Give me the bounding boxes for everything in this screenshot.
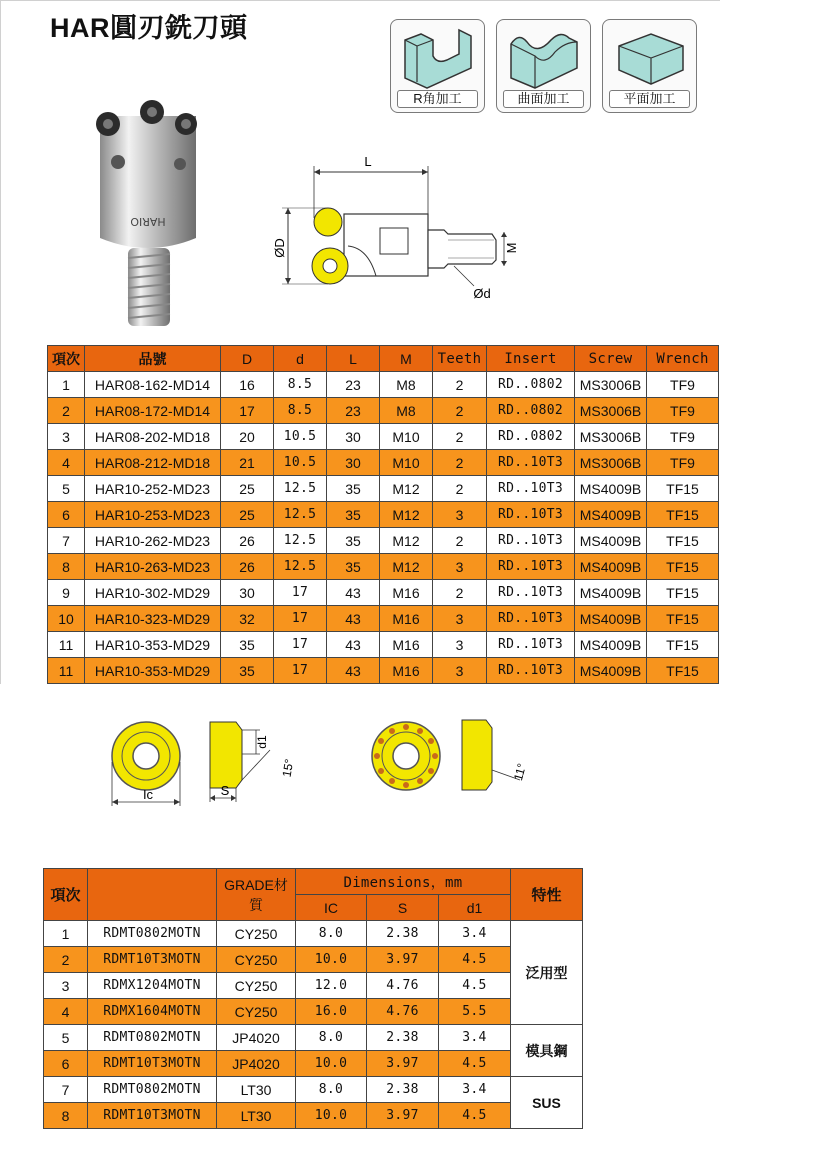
table-cell: 10.0 [296,947,367,973]
table-cell: 4 [44,999,88,1025]
table-cell: M12 [380,476,433,502]
table-cell: 2.38 [367,1077,439,1103]
angle-15-label: 15° [279,757,297,779]
table-cell: 23 [327,398,380,424]
property-cell: SUS [511,1077,583,1129]
table-cell: 30 [221,580,274,606]
column-header-item: 項次 [44,869,88,921]
table-cell: 25 [221,476,274,502]
table-cell: RDMT0802MOTN [88,1077,217,1103]
table-row [48,606,719,632]
column-header-grade: GRADE材質 [217,869,296,921]
column-header-wrench: Wrench [647,346,719,372]
table-cell: 12.0 [296,973,367,999]
table-row [48,632,719,658]
table-cell: TF15 [647,658,719,684]
table-cell: RD..10T3 [487,476,575,502]
table-cell: 21 [221,450,274,476]
curved-surface-icon [505,26,583,92]
table-cell: TF15 [647,476,719,502]
table-cell: 17 [274,580,327,606]
table-cell: 8.5 [274,398,327,424]
table-cell: 25 [221,502,274,528]
table-cell: 30 [327,424,380,450]
table-cell: 17 [274,606,327,632]
table-cell: 3.4 [439,1025,511,1051]
svg-text:HARIO: HARIO [130,215,166,228]
table-cell: RD..10T3 [487,554,575,580]
table-cell: 3 [48,424,85,450]
table-cell: HAR10-353-MD29 [85,632,221,658]
table-cell: 2 [433,372,487,398]
table-row [48,528,719,554]
table-row [44,947,583,973]
table-cell: 43 [327,632,380,658]
table-cell: 7 [48,528,85,554]
table-cell: M16 [380,580,433,606]
table-cell: HAR10-323-MD29 [85,606,221,632]
table-cell: 35 [327,476,380,502]
table-cell: 6 [48,502,85,528]
table-row [44,921,583,947]
table-cell: RDMT0802MOTN [88,1025,217,1051]
product-spec-table [47,345,719,684]
table-cell: 5.5 [439,999,511,1025]
table-cell: 43 [327,606,380,632]
table-cell: M8 [380,372,433,398]
table-row [48,554,719,580]
page-title: HAR圓刃銑刀頭 [50,13,248,43]
table-cell: 26 [221,528,274,554]
table-cell: 26 [221,554,274,580]
table-cell: MS3006B [575,424,647,450]
table-cell: 17 [221,398,274,424]
table-row [44,1025,583,1051]
table-cell: 2 [44,947,88,973]
table-cell: HAR10-302-MD29 [85,580,221,606]
left-divider [0,0,1,684]
table-cell: 10.0 [296,1103,367,1129]
table-cell: 43 [327,580,380,606]
table-cell: HAR08-162-MD14 [85,372,221,398]
table-cell: 4 [48,450,85,476]
table-cell: RDMT10T3MOTN [88,1051,217,1077]
column-header-D: D [221,346,274,372]
table-cell: 3 [433,502,487,528]
table-cell: HAR10-353-MD29 [85,658,221,684]
column-header-property: 特性 [511,869,583,921]
process-curved-surface [496,19,591,113]
table-row [48,450,719,476]
table-cell: 8.0 [296,921,367,947]
table-cell: 17 [274,632,327,658]
column-header-insert: Insert [487,346,575,372]
table-cell: RD..10T3 [487,450,575,476]
process-r-corner [390,19,485,113]
table-cell: MS4009B [575,632,647,658]
table-cell: 23 [327,372,380,398]
table-row [44,1103,583,1129]
column-header-L: L [327,346,380,372]
table-cell: M12 [380,502,433,528]
table-cell: 5 [48,476,85,502]
table-cell: TF9 [647,450,719,476]
table-cell: 3.97 [367,1103,439,1129]
table-cell: TF15 [647,502,719,528]
dim-d1-label: d1 [255,735,269,749]
column-header-model [88,869,217,921]
angle-11-label: 11° [511,761,529,783]
table-row [48,502,719,528]
table-cell: 35 [327,528,380,554]
table-cell: 2 [433,528,487,554]
column-header-screw: Screw [575,346,647,372]
column-header-d1: d1 [439,895,511,921]
table-row [44,973,583,999]
table-cell: HAR10-263-MD23 [85,554,221,580]
table-cell: MS4009B [575,606,647,632]
table-cell: 2 [433,424,487,450]
table-cell: 3.4 [439,1077,511,1103]
table-cell: M10 [380,424,433,450]
table-cell: 4.5 [439,973,511,999]
table-cell: 11 [48,658,85,684]
table-cell: TF15 [647,528,719,554]
milling-head-photo [88,98,208,330]
table-cell: M16 [380,632,433,658]
table-cell: 2 [433,580,487,606]
table-cell: 3.97 [367,947,439,973]
table-cell: 4.5 [439,1103,511,1129]
table-cell: RD..0802 [487,372,575,398]
property-cell: 泛用型 [511,921,583,1025]
table-cell: 3 [44,973,88,999]
table-cell: HAR08-202-MD18 [85,424,221,450]
table-cell: 4.76 [367,999,439,1025]
table-cell: RD..10T3 [487,658,575,684]
table-cell: RD..10T3 [487,528,575,554]
property-cell: 模具鋼 [511,1025,583,1077]
side-view-drawing [268,148,528,308]
table-cell: 12.5 [274,554,327,580]
table-cell: 35 [221,658,274,684]
column-header-part-no: 品號 [85,346,221,372]
process-label: R角加工 [397,90,478,108]
table-cell: MS4009B [575,580,647,606]
table-header-row [44,869,583,895]
dim-S-label: S [220,783,230,798]
table-cell: JP4020 [217,1051,296,1077]
table-cell: 1 [44,921,88,947]
table-cell: 4.5 [439,1051,511,1077]
table-cell: MS4009B [575,476,647,502]
table-cell: M16 [380,606,433,632]
insert-drawing-chipbreaker [360,710,540,810]
table-cell: 4.5 [439,947,511,973]
table-row [44,1051,583,1077]
table-cell: 2 [433,476,487,502]
table-cell: CY250 [217,947,296,973]
table-cell: 2.38 [367,921,439,947]
table-cell: 12.5 [274,528,327,554]
table-cell: 2.38 [367,1025,439,1051]
table-cell: 3 [433,606,487,632]
table-cell: RD..10T3 [487,632,575,658]
table-cell: RD..0802 [487,424,575,450]
dim-L-label: L [364,154,372,169]
table-cell: 3 [433,632,487,658]
table-cell: TF9 [647,424,719,450]
table-cell: MS4009B [575,658,647,684]
column-header-M: M [380,346,433,372]
table-cell: RDMX1204MOTN [88,973,217,999]
column-header-d: d [274,346,327,372]
table-cell: 17 [274,658,327,684]
table-cell: HAR10-262-MD23 [85,528,221,554]
table-cell: TF9 [647,372,719,398]
table-row [48,476,719,502]
table-cell: HAR08-212-MD18 [85,450,221,476]
table-cell: 1 [48,372,85,398]
table-cell: LT30 [217,1103,296,1129]
table-cell: 8.0 [296,1025,367,1051]
table-cell: 2 [433,450,487,476]
table-cell: M10 [380,450,433,476]
table-cell: TF15 [647,554,719,580]
table-cell: 3 [433,554,487,580]
table-row [44,1077,583,1103]
column-header-item: 項次 [48,346,85,372]
table-cell: 35 [221,632,274,658]
table-cell: 11 [48,632,85,658]
table-cell: 5 [44,1025,88,1051]
table-cell: 35 [327,554,380,580]
table-cell: 8.0 [296,1077,367,1103]
table-cell: RD..10T3 [487,502,575,528]
table-cell: 32 [221,606,274,632]
dim-d-label: Ød [473,286,491,301]
table-cell: MS4009B [575,528,647,554]
table-cell: RDMT10T3MOTN [88,1103,217,1129]
table-cell: 2 [433,398,487,424]
table-cell: 4.76 [367,973,439,999]
table-cell: JP4020 [217,1025,296,1051]
table-cell: RD..10T3 [487,580,575,606]
table-cell: M16 [380,658,433,684]
column-header-ic: IC [296,895,367,921]
table-cell: MS4009B [575,502,647,528]
dim-Ic-label: Ic [142,787,154,802]
table-cell: 7 [44,1077,88,1103]
table-cell: 3.4 [439,921,511,947]
column-header-s: S [367,895,439,921]
column-header-dimensions: Dimensions，mm [296,869,511,895]
table-row [48,372,719,398]
table-cell: 12.5 [274,502,327,528]
table-cell: RDMT0802MOTN [88,921,217,947]
table-cell: RD..0802 [487,398,575,424]
insert-grade-table [43,868,583,1129]
table-cell: RDMX1604MOTN [88,999,217,1025]
table-cell: 10.5 [274,424,327,450]
table-cell: 10.0 [296,1051,367,1077]
table-cell: HAR08-172-MD14 [85,398,221,424]
table-cell: MS3006B [575,450,647,476]
table-cell: 2 [48,398,85,424]
table-cell: M8 [380,398,433,424]
table-cell: TF9 [647,398,719,424]
table-cell: M12 [380,528,433,554]
table-cell: 35 [327,502,380,528]
process-flat-surface [602,19,697,113]
table-cell: 12.5 [274,476,327,502]
table-cell: MS4009B [575,554,647,580]
table-cell: 10.5 [274,450,327,476]
table-row [48,424,719,450]
table-cell: CY250 [217,999,296,1025]
table-cell: RDMT10T3MOTN [88,947,217,973]
table-cell: 16 [221,372,274,398]
table-cell: 9 [48,580,85,606]
table-cell: 3.97 [367,1051,439,1077]
table-cell: 8 [48,554,85,580]
table-cell: 16.0 [296,999,367,1025]
table-cell: LT30 [217,1077,296,1103]
table-cell: 8.5 [274,372,327,398]
dim-D-label: ØD [272,238,287,258]
table-row [48,580,719,606]
table-cell: TF15 [647,580,719,606]
table-cell: M12 [380,554,433,580]
table-cell: 30 [327,450,380,476]
table-cell: 43 [327,658,380,684]
table-cell: CY250 [217,921,296,947]
table-cell: HAR10-252-MD23 [85,476,221,502]
table-cell: MS3006B [575,398,647,424]
table-cell: MS3006B [575,372,647,398]
table-header-row [48,346,719,372]
process-label: 曲面加工 [503,90,584,108]
table-cell: CY250 [217,973,296,999]
table-cell: 6 [44,1051,88,1077]
flat-surface-icon [611,26,689,92]
insert-drawing-plain [102,710,312,810]
table-cell: TF15 [647,632,719,658]
table-cell: 10 [48,606,85,632]
column-header-teeth: Teeth [433,346,487,372]
table-cell: HAR10-253-MD23 [85,502,221,528]
dim-M-label: M [504,242,519,254]
table-row [48,398,719,424]
table-row [44,999,583,1025]
table-row [48,658,719,684]
table-cell: 20 [221,424,274,450]
table-cell: 3 [433,658,487,684]
top-divider [0,0,720,1]
table-cell: TF15 [647,606,719,632]
table-cell: 8 [44,1103,88,1129]
process-label: 平面加工 [609,90,690,108]
table-cell: RD..10T3 [487,606,575,632]
r-corner-icon [399,26,477,92]
